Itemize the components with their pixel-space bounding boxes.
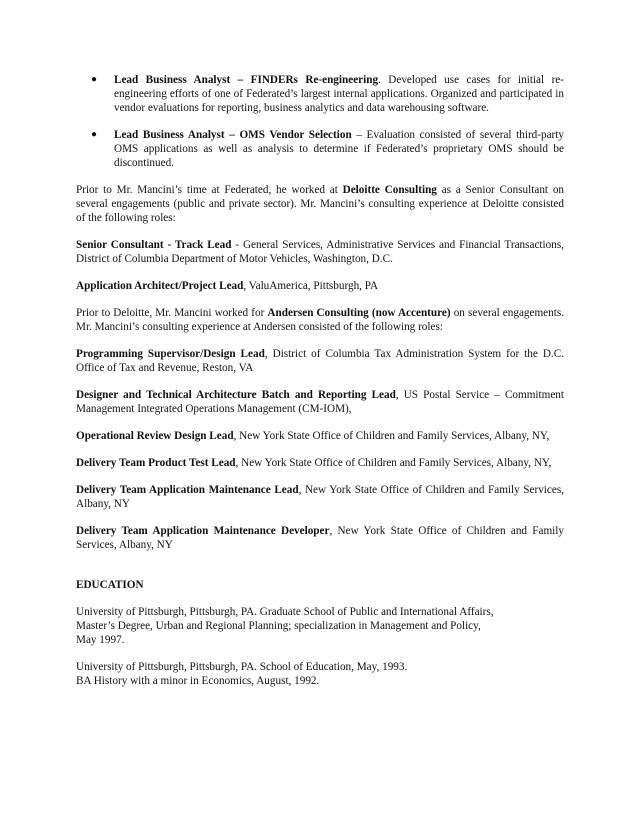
company-name: Deloitte Consulting [342, 184, 437, 196]
role-title: Lead Business Analyst – OMS Vendor Selection [114, 129, 352, 141]
role-description: , New York State Office of Children and Family Services, Albany, NY, [235, 457, 552, 469]
role-title: Application Architect/Project Lead [76, 280, 244, 292]
role-title: Programming Supervisor/Design Lead [76, 348, 265, 360]
education-heading: EDUCATION [76, 579, 144, 591]
role-entry [76, 388, 564, 416]
role-description: , ValuAmerica, Pittsburgh, PA [243, 280, 379, 292]
role-description: – Evaluation consisted of several third-party OMS applications as well as analysis to determine if Federated’s proprietary OMS should be discontinued. [114, 129, 564, 169]
role-title: Delivery Team Application Maintenance Developer [76, 525, 330, 537]
bullet-icon: ● [91, 74, 98, 85]
role-title: Senior Consultant - Track Lead [76, 239, 232, 251]
role-title: Lead Business Analyst – FINDERs Re-engineering [114, 74, 379, 86]
list-item [76, 128, 564, 170]
company-name: Andersen Consulting (now Accenture) [267, 307, 451, 319]
role-entry [76, 483, 564, 511]
deloitte-intro: Prior to Mr. Mancini’s time at Federated, he worked at Deloitte Consulting as a Senior Consultant on several engagements (public and private sector). Mr. Mancini’s consulting experience at Deloitte consisted of the following roles: [76, 184, 565, 224]
list-item [76, 73, 564, 115]
role-entry [76, 429, 564, 443]
role-description: - General Services, Administrative Services and Financial Transactions, District of Columbia Department of Motor Vehicles, Washington, D.C. [76, 239, 564, 265]
role-entry [76, 456, 564, 470]
education-entry: University of Pittsburgh, Pittsburgh, PA. Graduate School of Public and International Affairs, Master’s Degree, Urban and Regional Planning; specialization in Management and Policy, May 1997. [76, 606, 494, 646]
role-description: , US Postal Service – Commitment Management Integrated Operations Management (CM-IOM), [76, 389, 564, 415]
role-title: Delivery Team Product Test Lead [76, 457, 236, 469]
role-entry [76, 238, 564, 266]
role-description: , District of Columbia Tax Administration System for the D.C. Office of Tax and Revenue, Reston, VA [76, 348, 564, 374]
role-title: Delivery Team Application Maintenance Lead [76, 484, 299, 496]
bullet-icon: ● [91, 129, 98, 140]
role-title: Designer and Technical Architecture Batch and Reporting Lead [76, 389, 396, 401]
resume-content [76, 73, 564, 701]
role-description: , New York State Office of Children and Family Services, Albany, NY [76, 484, 564, 510]
role-entry [76, 524, 564, 552]
federated-roles-list [76, 73, 564, 170]
andersen-intro: Prior to Deloitte, Mr. Mancini worked for Andersen Consulting (now Accenture) on several engagements. Mr. Mancini’s consulting experience at Andersen consisted of the following roles: [76, 307, 564, 333]
role-description: , New York State Office of Children and Family Services, Albany, NY, [233, 430, 550, 442]
role-description: . Developed use cases for initial re-engineering efforts of one of Federated’s largest internal applications. Organized and participated in vendor evaluations for reporting, business analytics and data warehousing software. [114, 74, 564, 114]
role-description: , New York State Office of Children and Family Services, Albany, NY [76, 525, 564, 551]
role-entry [76, 347, 564, 375]
role-title: Operational Review Design Lead [76, 430, 234, 442]
education-entry: University of Pittsburgh, Pittsburgh, PA. School of Education, May, 1993. BA History with a minor in Economics, August, 1992. [76, 661, 408, 687]
role-entry [76, 279, 564, 293]
